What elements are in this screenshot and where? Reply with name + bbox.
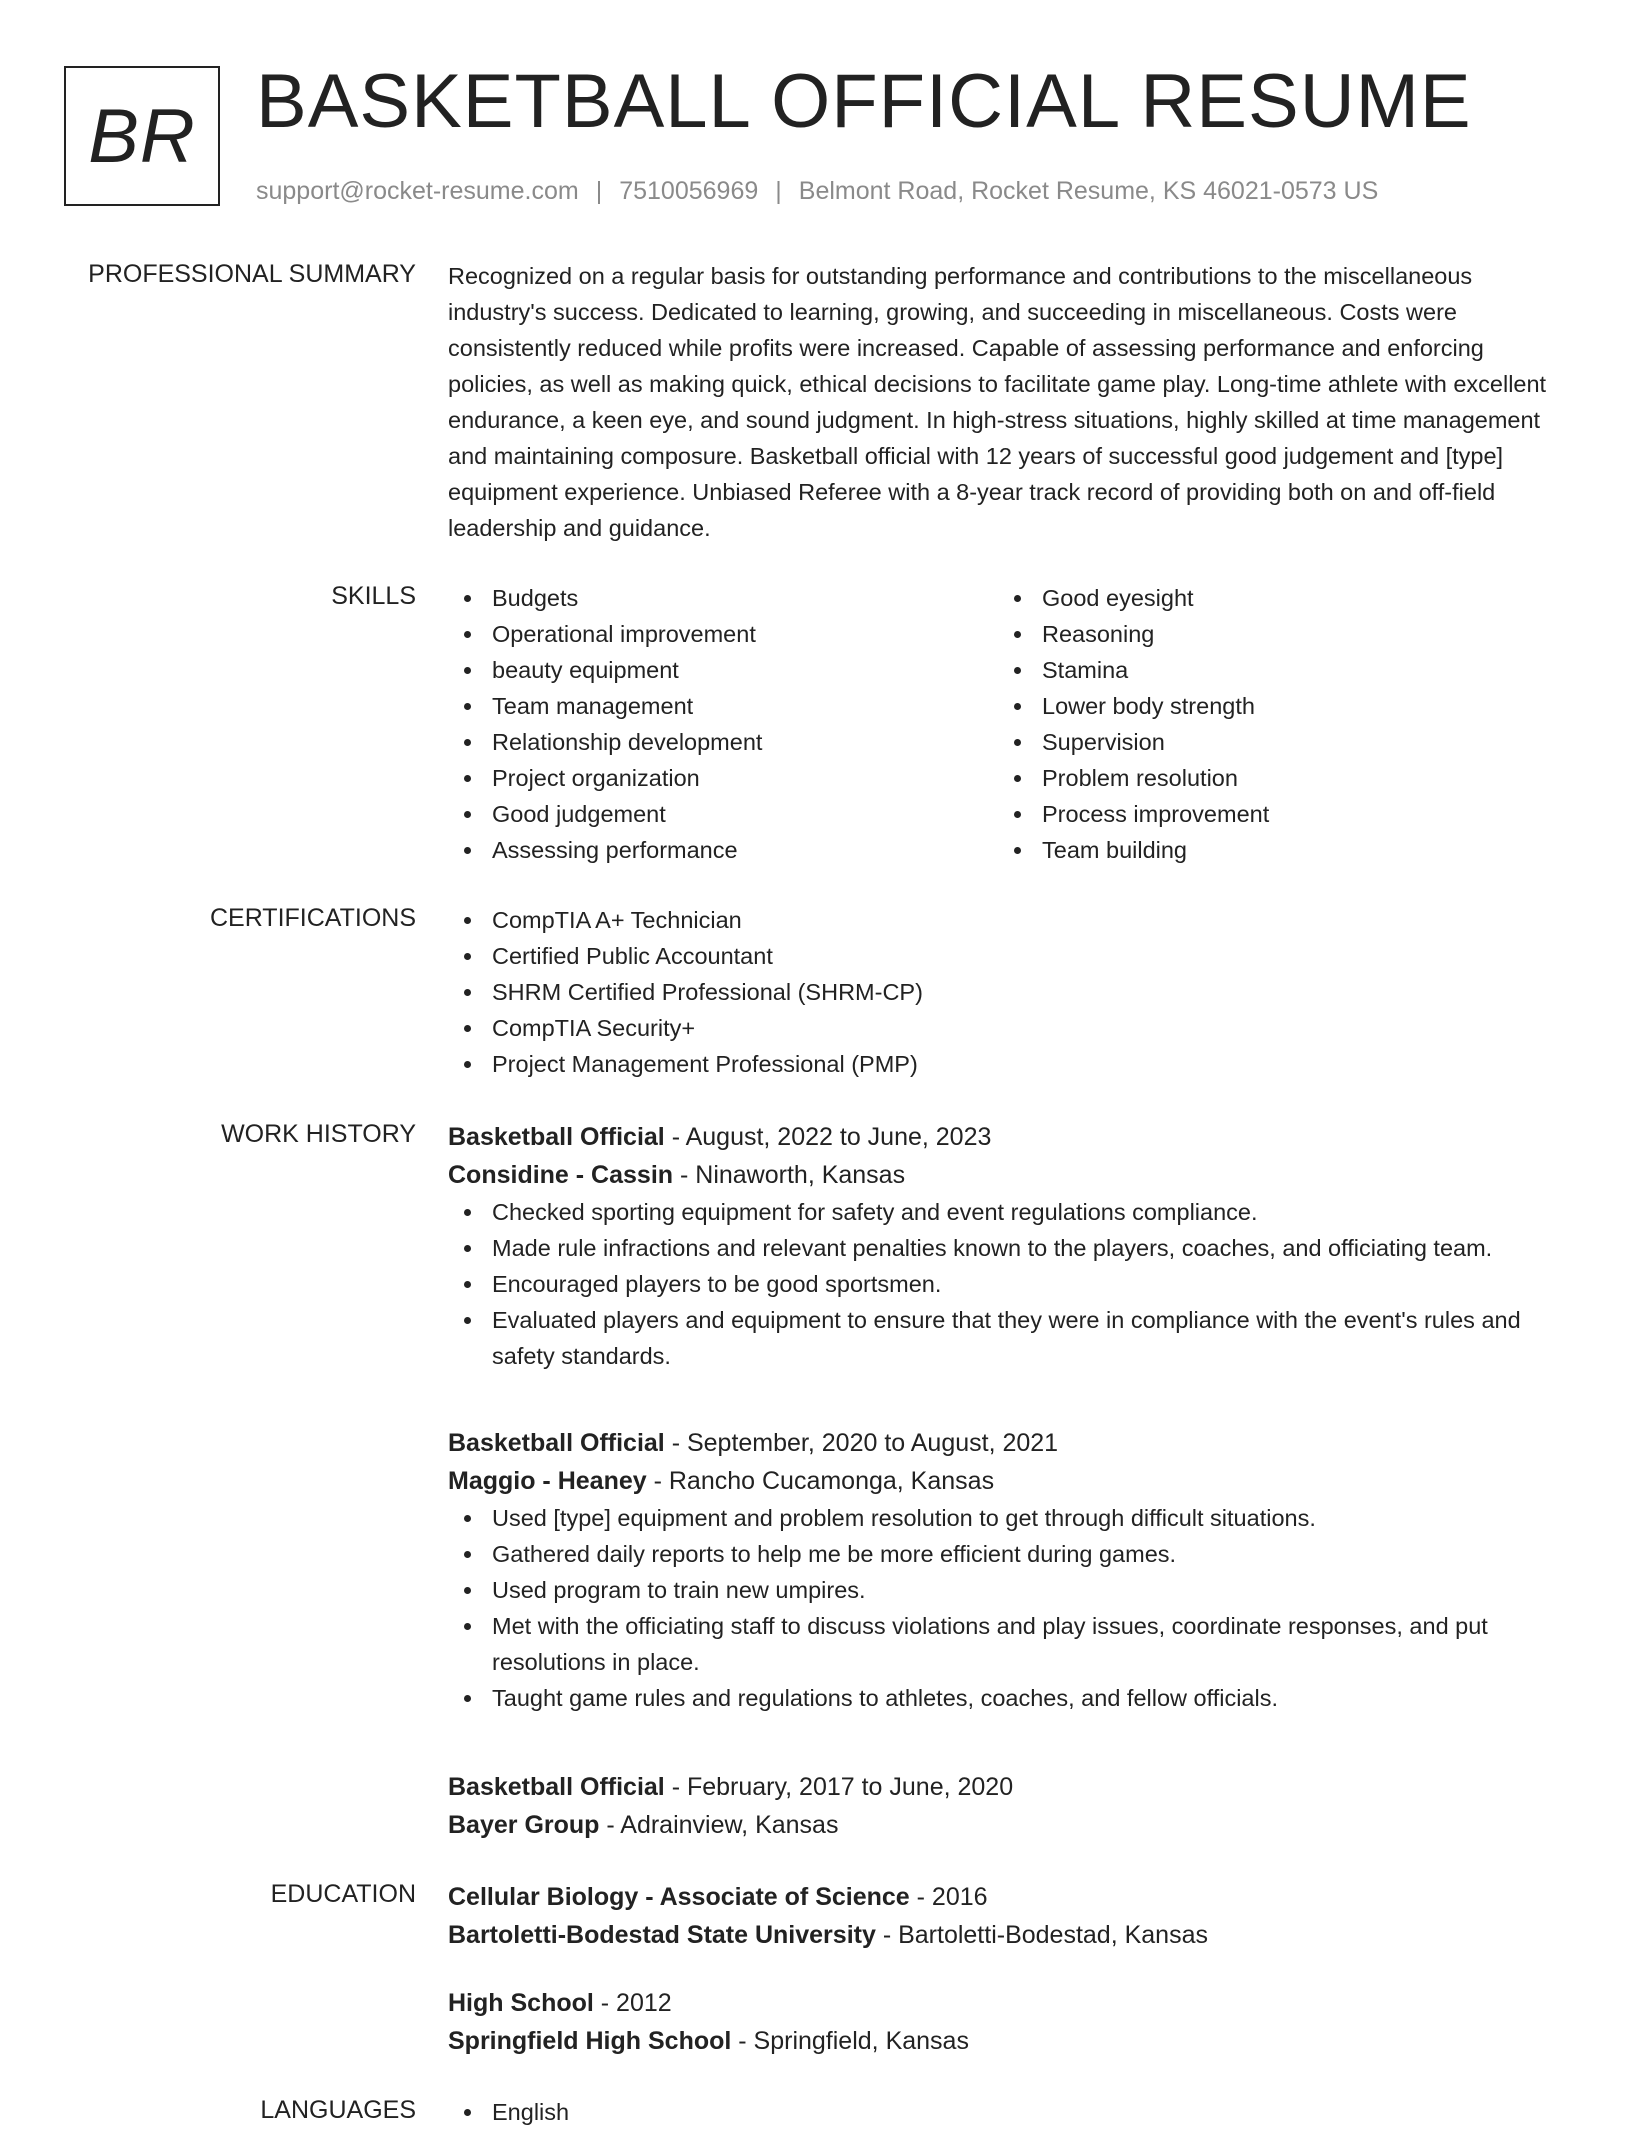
contact-phone: 7510056969 [619,177,759,205]
education-year: - 2016 [909,1883,988,1911]
education-school-line [448,1916,1564,1954]
job-location: - Rancho Cucamonga, Kansas [646,1467,995,1495]
certification-item: CompTIA A+ Technician [448,902,1564,938]
job-bullet: Encouraged players to be good sportsmen. [448,1266,1564,1302]
job-bullet: Used program to train new umpires. [448,1572,1564,1608]
certification-item: CompTIA Security+ [448,1010,1564,1046]
education-degree-line [448,1984,1564,2022]
certification-item: Certified Public Accountant [448,938,1564,974]
contact-separator: | [595,177,603,205]
skill-item: Process improvement [998,796,1548,832]
job-title-line [448,1118,1564,1156]
monogram-logo: BR [64,66,220,206]
skill-item: Supervision [998,724,1548,760]
job-location: - Adrainview, Kansas [599,1811,839,1839]
job-title: Basketball Official [448,1123,665,1151]
education-school-line [448,2022,1564,2060]
section-label-languages: LANGUAGES [260,2096,416,2124]
job-bullet: Used [type] equipment and problem resolution to get through difficult situations. [448,1500,1564,1536]
skill-item: Team building [998,832,1548,868]
education-location: - Bartoletti-Bodestad, Kansas [875,1921,1208,1949]
certification-item: Project Management Professional (PMP) [448,1046,1564,1082]
job-location: - Ninaworth, Kansas [673,1161,906,1189]
skill-item: beauty equipment [448,652,998,688]
contact-address: Belmont Road, Rocket Resume, KS 46021-0573 US [798,177,1379,205]
contact-separator: | [775,177,782,205]
job-bullet: Evaluated players and equipment to ensure that they were in compliance with the event's rules and safety standards. [448,1302,1564,1374]
skill-item: Operational improvement [448,616,998,652]
contact-email: support@rocket-resume.com [256,177,579,205]
education-school: Bartoletti-Bodestad State University [448,1921,876,1949]
job-bullet: Made rule infractions and relevant penalties known to the players, coaches, and officiating team. [448,1230,1564,1266]
job-title: Basketball Official [448,1773,665,1801]
education-degree: Cellular Biology - Associate of Science [448,1883,910,1911]
education-location: - Springfield, Kansas [731,2027,969,2055]
skill-item: Budgets [448,580,998,616]
section-label-skills: SKILLS [331,582,416,610]
job-bullets [448,1500,1564,1716]
skill-item: Stamina [998,652,1548,688]
job-title-line [448,1424,1564,1462]
skill-item: Problem resolution [998,760,1548,796]
job-company-line [448,1156,1564,1194]
skill-item: Relationship development [448,724,998,760]
section-label-summary: PROFESSIONAL SUMMARY [88,260,416,288]
contact-line [256,176,1378,206]
education-school: Springfield High School [448,2027,732,2055]
job-title-line [448,1768,1564,1806]
skill-item: Reasoning [998,616,1548,652]
job-company-line [448,1462,1564,1500]
job-bullets [448,1194,1564,1374]
certification-item: SHRM Certified Professional (SHRM-CP) [448,974,1564,1010]
job-dates: - September, 2020 to August, 2021 [664,1429,1059,1457]
job-bullet: Checked sporting equipment for safety and event regulations compliance. [448,1194,1564,1230]
skill-item: Assessing performance [448,832,998,868]
section-label-certifications: CERTIFICATIONS [209,904,416,932]
languages-list [448,2094,1564,2130]
job-company: Bayer Group [448,1811,600,1839]
education-degree-line [448,1878,1564,1916]
section-label-work-history: WORK HISTORY [221,1120,416,1148]
job-bullet: Gathered daily reports to help me be more efficient during games. [448,1536,1564,1572]
job-title: Basketball Official [448,1429,665,1457]
job-bullet: Taught game rules and regulations to athletes, coaches, and fellow officials. [448,1680,1564,1716]
education-year: - 2012 [593,1989,672,2017]
job-entry [448,1118,1564,1374]
skill-item: Lower body strength [998,688,1548,724]
job-dates: - August, 2022 to June, 2023 [664,1123,992,1151]
skill-item: Team management [448,688,998,724]
job-company-line [448,1806,1564,1844]
job-dates: - February, 2017 to June, 2020 [664,1773,1014,1801]
skill-item: Good eyesight [998,580,1548,616]
job-bullet: Met with the officiating staff to discuss violations and play issues, coordinate responses, and put resolutions in place. [448,1608,1564,1680]
section-label-education: EDUCATION [270,1880,416,1908]
summary-text: Recognized on a regular basis for outstanding performance and contributions to the miscellaneous industry's success. Dedicated to learning, growing, and succeeding in miscellaneous. Costs were consistently reduced while profits were increased. Capable of assessing performance and enforcing policies, as well as making quick, ethical decisions to facilitate game play. Long-time athlete with excellent endurance, a keen eye, and sound judgment. In high-stress situations, highly skilled at time management and maintaining composure. Basketball official with 12 years of successful good judgement and [type] equipment experience. Unbiased Referee with a 8-year track record of providing both on and off-field leadership and guidance. [448,263,1547,541]
resume-title: BASKETBALL OFFICIAL RESUME [256,59,1472,144]
skills-column-1 [448,580,998,868]
skill-item: Good judgement [448,796,998,832]
education-degree: High School [448,1989,594,2017]
skill-item: Project organization [448,760,998,796]
job-company: Maggio - Heaney [448,1467,647,1495]
job-company: Considine - Cassin [448,1161,674,1189]
skills-column-2 [998,580,1548,868]
language-item: English [448,2094,1564,2130]
certifications-list [448,902,1564,1082]
